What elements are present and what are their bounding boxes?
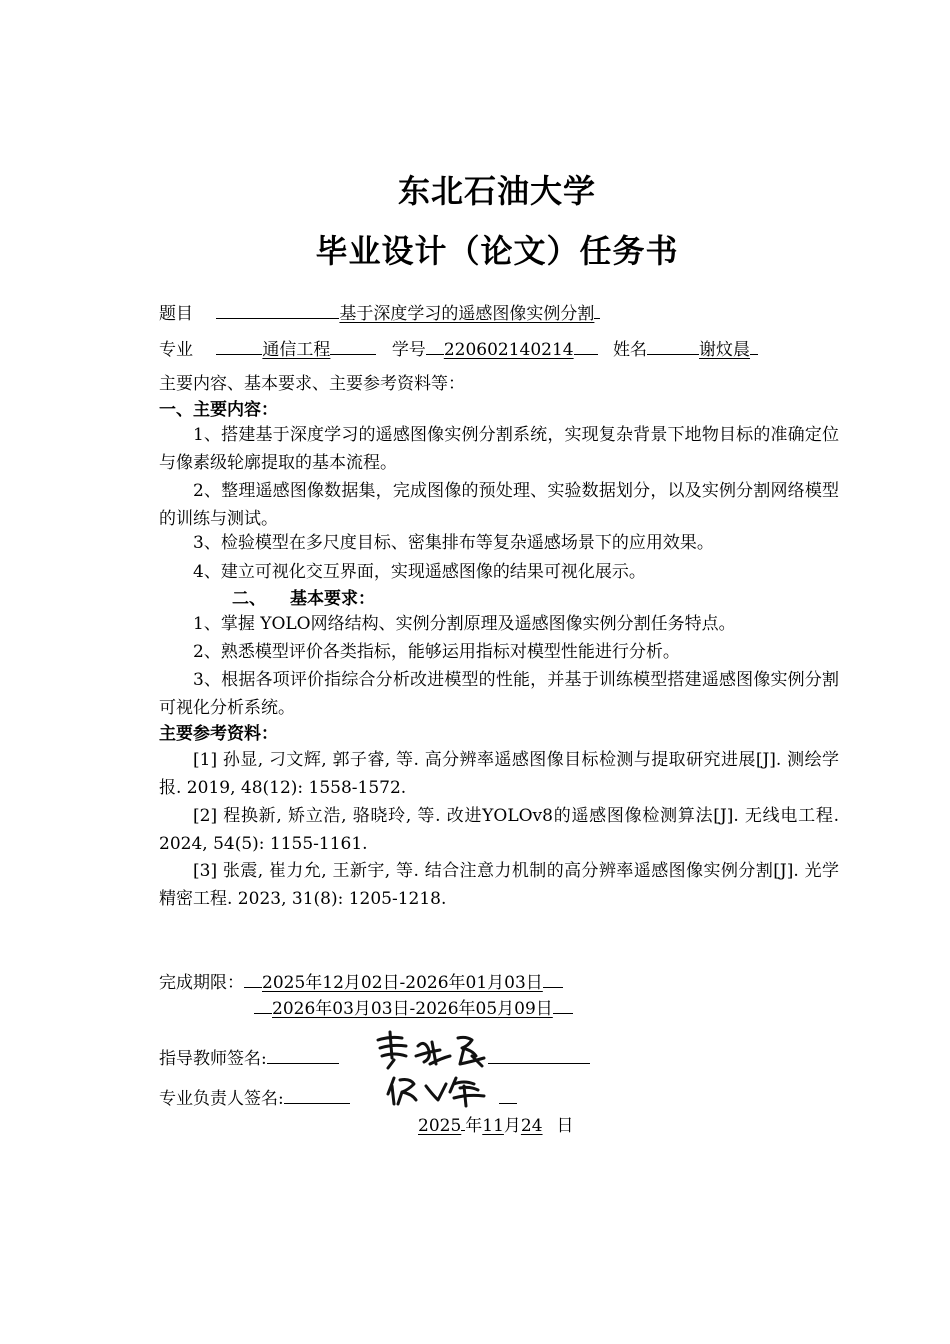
advisor-signature-label: 指导教师签名: bbox=[159, 1049, 267, 1069]
topic-underline-tail bbox=[594, 302, 600, 319]
deadline-underline-tail-2 bbox=[553, 997, 573, 1014]
id-underline-lead bbox=[426, 338, 444, 355]
intro-line: 主要内容、基本要求、主要参考资料等： bbox=[159, 374, 465, 394]
name-underline-lead bbox=[647, 338, 699, 355]
deadline-underline-lead-2 bbox=[254, 997, 272, 1014]
reference-3: [3] 张震, 崔力允, 王新宇, 等. 结合注意力机制的高分辨率遥感图像实例分割[J]. 光学精密工程. 2023, 31(8): 1205-1218. bbox=[159, 861, 839, 909]
topic-underline-lead bbox=[216, 302, 339, 319]
section2-item-2: 2、熟悉模型评价各类指标，能够运用指标对模型性能进行分析。 bbox=[193, 642, 680, 662]
student-id-value: 220602140214 bbox=[443, 340, 574, 360]
name-label: 姓名 bbox=[613, 340, 648, 360]
section2-item-3: 3、根据各项评价指综合分析改进模型的性能，并基于训练模型搭建遥感图像实例分割可视化分析系统。 bbox=[159, 670, 839, 718]
advisor-signature-underline-2 bbox=[488, 1047, 590, 1064]
date-month: 11 bbox=[482, 1116, 504, 1136]
deadline-period-1: 2025年12月02日-2026年01月03日 bbox=[262, 973, 543, 993]
date-day-unit: 日 bbox=[556, 1116, 574, 1136]
topic-label: 题目 bbox=[159, 304, 193, 324]
head-signature-underline-1 bbox=[284, 1087, 350, 1104]
student-name-value: 谢炆晨 bbox=[699, 340, 751, 360]
deadline-period-2: 2026年03月03日-2026年05月09日 bbox=[272, 999, 553, 1019]
date-year-unit: 年 bbox=[465, 1116, 483, 1136]
major-label: 专业 bbox=[159, 340, 193, 360]
section1-item-4: 4、建立可视化交互界面，实现遥感图像的结果可视化展示。 bbox=[193, 562, 646, 582]
major-value: 通信工程 bbox=[262, 340, 331, 360]
section1-item-2: 2、整理遥感图像数据集，完成图像的预处理、实验数据划分，以及实例分割网络模型的训练与测试。 bbox=[159, 481, 839, 529]
reference-1: [1] 孙显, 刁文辉, 郭子睿, 等. 高分辨率遥感图像目标检测与提取研究进展[J]. 测绘学报. 2019, 48(12): 1558-1572. bbox=[159, 750, 839, 798]
university-title: 东北石油大学 bbox=[397, 172, 596, 210]
head-signature-underline-2 bbox=[499, 1087, 517, 1104]
section3-heading: 主要参考资料： bbox=[159, 724, 278, 744]
topic-value: 基于深度学习的遥感图像实例分割 bbox=[339, 304, 595, 324]
id-underline-tail bbox=[574, 338, 598, 355]
major-underline-lead bbox=[216, 338, 262, 355]
deadline-label: 完成期限： bbox=[159, 973, 244, 993]
section2-heading bbox=[232, 589, 375, 609]
section2-heading-num: 二、 bbox=[232, 589, 266, 609]
topic-row bbox=[159, 302, 600, 324]
major-underline-tail bbox=[330, 338, 376, 355]
reference-2: [2] 程换新, 矫立浩, 骆晓玲, 等. 改进YOLOv8的遥感图像检测算法[J]. 无线电工程. 2024, 54(5): 1155-1161. bbox=[159, 806, 839, 854]
section1-item-3: 3、检验模型在多尺度目标、密集排布等复杂遥感场景下的应用效果。 bbox=[193, 533, 714, 553]
section2-heading-text: 基本要求： bbox=[290, 589, 375, 609]
section1-item-1: 1、搭建基于深度学习的遥感图像实例分割系统，实现复杂背景下地物目标的准确定位与像素级轮廓提取的基本流程。 bbox=[159, 425, 839, 473]
deadline-underline-lead-1 bbox=[244, 971, 262, 988]
head-handwritten-signature bbox=[384, 1074, 500, 1108]
name-underline-tail bbox=[750, 338, 758, 355]
advisor-signature-underline-1 bbox=[267, 1047, 339, 1064]
deadline-row-2 bbox=[254, 997, 573, 1019]
document-title: 毕业设计（论文）任务书 bbox=[315, 232, 679, 270]
advisor-handwritten-signature bbox=[372, 1028, 492, 1070]
student-info-row bbox=[159, 338, 758, 360]
date-day: 24 bbox=[520, 1116, 543, 1136]
deadline-underline-tail-1 bbox=[543, 971, 563, 988]
head-signature-label: 专业负责人签名: bbox=[159, 1089, 284, 1109]
section2-item-1: 1、掌握 YOLO网络结构、实例分割原理及遥感图像实例分割任务特点。 bbox=[193, 614, 736, 634]
deadline-row-1 bbox=[159, 971, 563, 993]
date-year: 2025 bbox=[418, 1116, 462, 1136]
date-row bbox=[418, 1114, 574, 1136]
id-label: 学号 bbox=[391, 340, 426, 360]
date-month-unit: 月 bbox=[503, 1116, 521, 1136]
section1-heading: 一、主要内容： bbox=[159, 400, 278, 420]
